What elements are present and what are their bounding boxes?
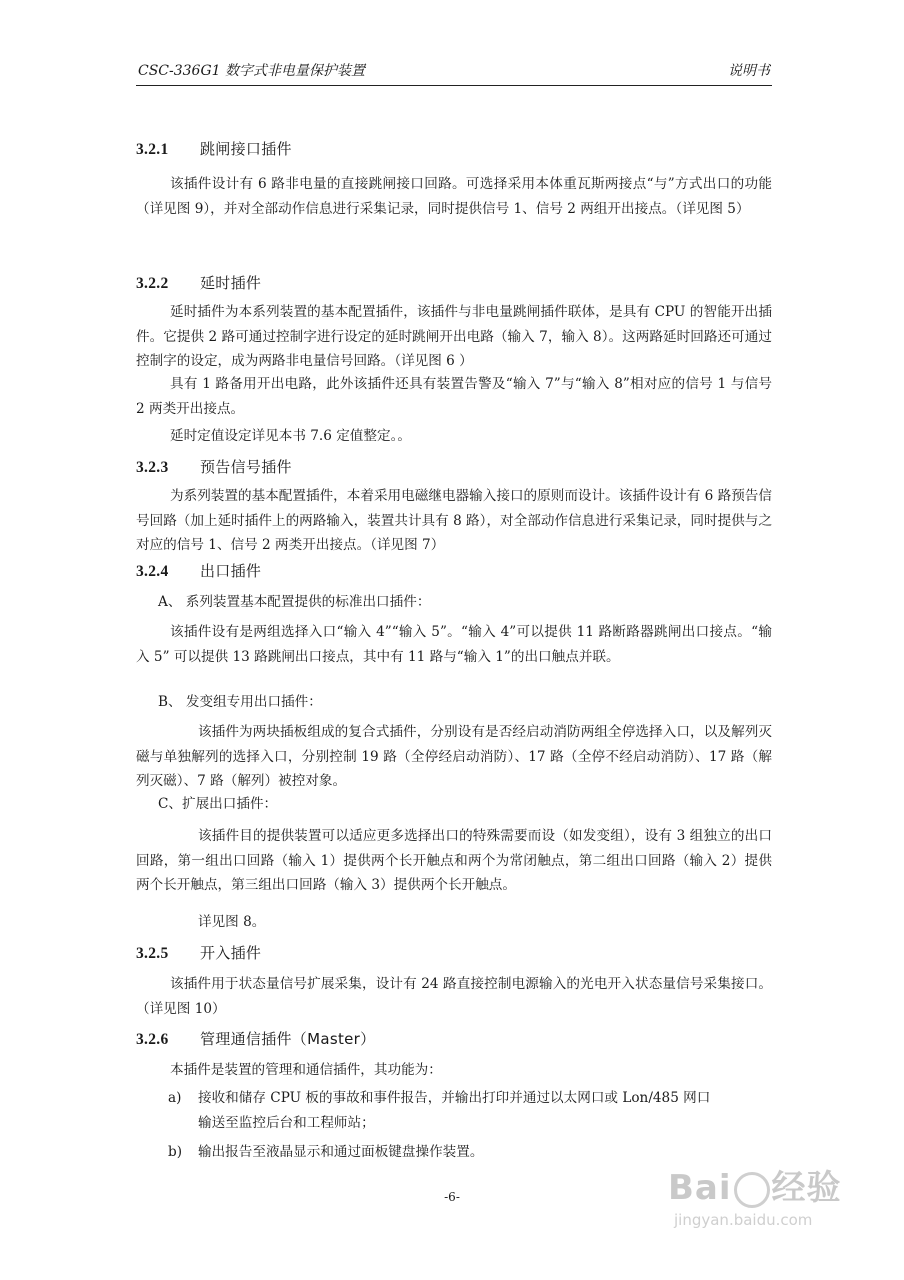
section-heading-3-2-3 bbox=[136, 456, 292, 477]
header-doc-type: 说明书 bbox=[728, 63, 770, 79]
list-marker: a) bbox=[168, 1090, 182, 1106]
section-heading-3-2-1 bbox=[136, 138, 292, 159]
paragraph: 延时定值设定详见本书 7.6 定值整定。。 bbox=[170, 428, 411, 444]
section-title: 延时插件 bbox=[200, 274, 262, 292]
sublabel-a: A、 系列装置基本配置提供的标准出口插件： bbox=[158, 594, 431, 610]
paragraph: 该插件用于状态量信号扩展采集，设计有 24 路直接控制电源输入的光电开入状态量信号采集接口。（详见图 10） bbox=[136, 976, 772, 1017]
section-heading-3-2-5 bbox=[136, 942, 261, 963]
section-title: 出口插件 bbox=[200, 562, 262, 580]
section-number: 3.2.4 bbox=[136, 563, 169, 580]
paragraph: 延时插件为本系列装置的基本配置插件，该插件与非电量跳闸插件联体，是具有 CPU 的智能开出插件。它提供 2 路可通过控制字进行设定的延时跳闸开出电路（输入 7，输入 8）。这两路延时回路还可通过控制字的设定，成为两路非电量信号回路。（详见图 6 ） bbox=[136, 304, 772, 369]
paragraph: 该插件为两块插板组成的复合式插件，分别设有是否经启动消防两组全停选择入口，以及解列灭磁与单独解列的选择入口，分别控制 19 路（全停经启动消防）、17 路（全停不经启动消防）、17 路（解列灭磁）、7 路（解列）被控对象。 bbox=[136, 724, 772, 789]
watermark-brand-text2: 经验 bbox=[771, 1168, 842, 1208]
watermark-brand-text: Bai bbox=[668, 1168, 732, 1208]
section-title: 开入插件 bbox=[200, 944, 262, 962]
paragraph: 为系列装置的基本配置插件，本着采用电磁继电器输入接口的原则而设计。该插件设计有 6 路预告信号回路（加上延时插件上的两路输入，装置共计具有 8 路），对全部动作信息进行采集记录，同时提供与之对应的信号 1、信号 2 两类开出接点。（详见图 7） bbox=[136, 488, 772, 553]
paragraph: 本插件是装置的管理和通信插件，其功能为： bbox=[170, 1062, 442, 1078]
section-title: 预告信号插件 bbox=[200, 458, 292, 476]
watermark-brand bbox=[668, 1160, 868, 1209]
section-number: 3.2.1 bbox=[136, 141, 169, 158]
paragraph: 该插件设计有 6 路非电量的直接跳闸接口回路。可选择采用本体重瓦斯两接点“与”方式出口的功能（详见图 9），并对全部动作信息进行采集记录，同时提供信号 1、信号 2 两组开出接点。（详见图 5） bbox=[136, 176, 772, 217]
section-heading-3-2-4 bbox=[136, 560, 261, 581]
section-heading-3-2-2 bbox=[136, 272, 261, 293]
paragraph: 具有 1 路备用开出电路，此外该插件还具有装置告警及“输入 7”与“输入 8”相对应的信号 1 与信号 2 两类开出接点。 bbox=[136, 376, 772, 417]
list-marker: b) bbox=[168, 1144, 183, 1160]
header-title: CSC-336G1 数字式非电量保护装置 bbox=[138, 63, 366, 79]
sublabel-b: B、 发变组专用出口插件： bbox=[158, 694, 322, 710]
list-text-cont: 输送至监控后台和工程师站； bbox=[198, 1114, 375, 1131]
watermark-url: jingyan.baidu.com bbox=[674, 1211, 813, 1229]
page-number: -6- bbox=[444, 1190, 460, 1204]
list-text: 接收和储存 CPU 板的事故和事件报告，并输出打印并通过以太网口或 Lon/485 网口 bbox=[198, 1090, 711, 1106]
paragraph: 该插件设有是两组选择入口“输入 4”“输入 5”。“输入 4”可以提供 11 路断路器跳闸出口接点。“输入 5” 可以提供 13 路跳闸出口接点，其中有 11 路与“输入 1”的出口触点并联。 bbox=[136, 624, 772, 665]
paw-icon bbox=[734, 1172, 770, 1208]
see-figure: 详见图 8。 bbox=[198, 914, 266, 930]
header-rule bbox=[136, 85, 772, 86]
list-text: 输出报告至液晶显示和通过面板键盘操作装置。 bbox=[198, 1144, 484, 1160]
section-title: 跳闸接口插件 bbox=[200, 140, 292, 158]
baidu-watermark bbox=[668, 1160, 868, 1250]
sublabel-c: C、扩展出口插件： bbox=[158, 796, 278, 812]
section-number: 3.2.5 bbox=[136, 945, 169, 962]
section-title: 管理通信插件（Master） bbox=[200, 1030, 376, 1048]
section-heading-3-2-6 bbox=[136, 1028, 375, 1049]
list-item bbox=[168, 1086, 772, 1135]
section-number: 3.2.6 bbox=[136, 1031, 169, 1048]
paragraph: 该插件目的提供装置可以适应更多选择出口的特殊需要而设（如发变组），设有 3 组独立的出口回路，第一组出口回路（输入 1）提供两个长开触点和两个为常闭触点，第二组出口回路（输入 2）提供两个长开触点，第三组出口回路（输入 3）提供两个长开触点。 bbox=[136, 828, 772, 893]
section-number: 3.2.2 bbox=[136, 275, 169, 292]
section-number: 3.2.3 bbox=[136, 459, 169, 476]
